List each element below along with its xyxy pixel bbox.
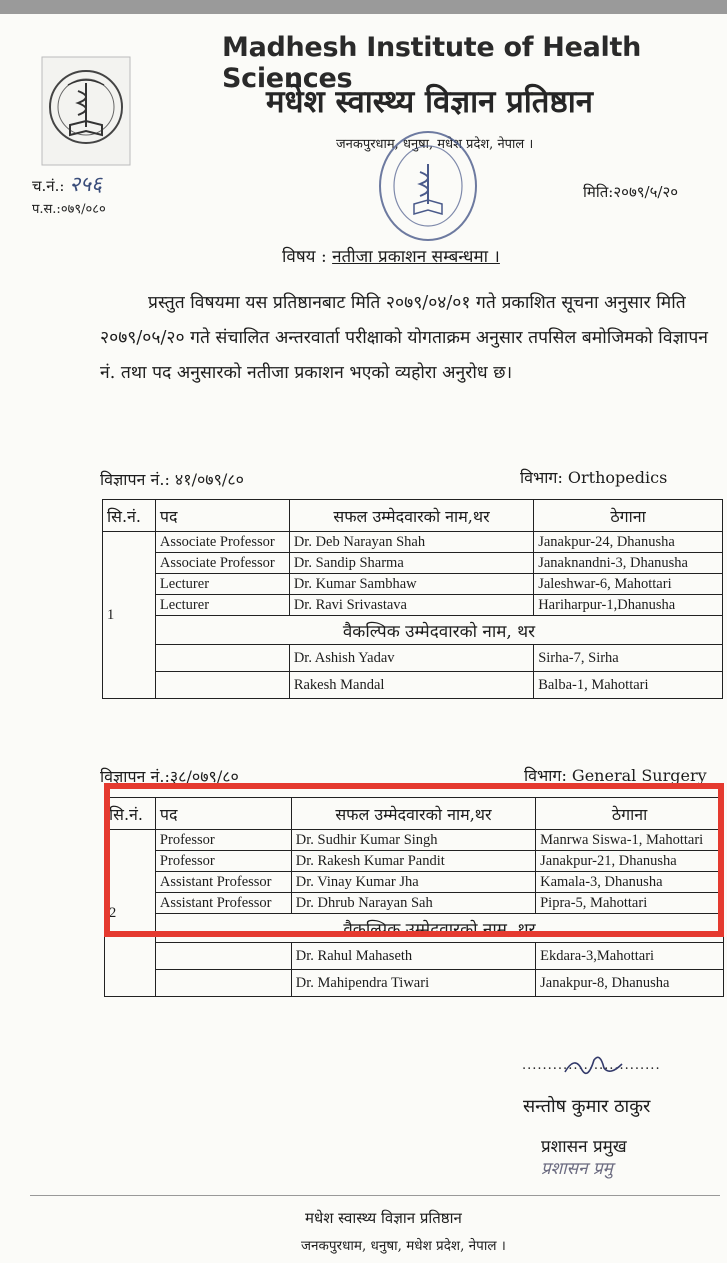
- address-cell: Janaknandni-3, Dhanusha: [534, 553, 723, 574]
- name-cell: Dr. Vinay Kumar Jha: [291, 872, 535, 893]
- post-cell: [155, 943, 291, 970]
- name-cell: Dr. Ashish Yadav: [289, 645, 533, 672]
- address-cell: Ekdara-3,Mahottari: [536, 943, 724, 970]
- body-text: प्रस्तुत विषयमा यस प्रतिष्ठानबाट मिति २०७९/०४/०१ गते प्रकाशित सूचना अनुसार मिति २०७९/०५/२० गते संचालित अन्तरवार्ता परीक्षाको योगताक्रम अनुसार तपसिल बमोजिमको विज्ञापन नं. तथा पद अनुसारको नतीजा प्रकाशन भएको व्यहोरा अनुरोध छ।: [100, 293, 708, 383]
- subject-text: नतीजा प्रकाशन सम्बन्धमा ।: [332, 247, 500, 267]
- designation-stamp: प्रशासन प्रमु: [541, 1159, 613, 1179]
- subject-line: [282, 244, 500, 267]
- institute-title-english: Madhesh Institute of Health Sciences: [222, 32, 641, 94]
- footer-divider: [30, 1195, 720, 1196]
- post-cell: Assistant Professor: [155, 872, 291, 893]
- handwritten-signature-icon: [560, 1050, 630, 1080]
- name-cell: Dr. Dhrub Narayan Sah: [291, 893, 535, 914]
- address-cell: Balba-1, Mahottari: [534, 672, 723, 699]
- alternate-candidates-title: वैकल्पिक उम्मेदवारको नाम, थर: [155, 914, 723, 943]
- name-cell: Dr. Mahipendra Tiwari: [291, 970, 535, 997]
- reference-number: [32, 170, 102, 198]
- name-cell: Dr. Sandip Sharma: [289, 553, 533, 574]
- reference-label: च.नं.:: [32, 177, 65, 195]
- address-cell: Sirha-7, Sirha: [534, 645, 723, 672]
- institute-seal-icon: [376, 128, 480, 244]
- post-cell: Associate Professor: [155, 532, 289, 553]
- table-row: [103, 532, 723, 553]
- name-cell: Dr. Deb Narayan Shah: [289, 532, 533, 553]
- signatory-post: प्रशासन प्रमुख: [541, 1137, 627, 1157]
- fiscal-year: प.स.:०७९/०८०: [32, 202, 106, 217]
- signatory-name: सन्तोष कुमार ठाकुर: [523, 1096, 651, 1117]
- department-1: विभाग: Orthopedics: [520, 468, 668, 487]
- post-cell: Lecturer: [155, 595, 289, 616]
- name-cell: Dr. Ravi Srivastava: [289, 595, 533, 616]
- serial-number: 2: [105, 830, 156, 997]
- header-sn: सि.नं.: [103, 500, 156, 532]
- results-table-1: [102, 499, 723, 699]
- post-cell: [155, 672, 289, 699]
- name-cell: Dr. Sudhir Kumar Singh: [291, 830, 535, 851]
- header-address: ठेगाना: [534, 500, 723, 532]
- table-row: [103, 645, 723, 672]
- reference-value: २५६: [69, 172, 102, 196]
- address-cell: Pipra-5, Mahottari: [536, 893, 724, 914]
- department-2: विभाग: General Surgery: [524, 766, 707, 785]
- advertisement-number-2: विज्ञापन नं.:३८/०७९/८०: [100, 767, 239, 786]
- header-post: पद: [155, 500, 289, 532]
- top-bar: [0, 0, 727, 14]
- institute-address: जनकपुरधाम, धनुषा, मधेश प्रदेश, नेपाल ।: [336, 137, 534, 152]
- post-cell: Professor: [155, 851, 291, 872]
- address-cell: Janakpur-24, Dhanusha: [534, 532, 723, 553]
- body-paragraph: [100, 286, 710, 391]
- table-row: [105, 970, 724, 997]
- name-cell: Dr. Rahul Mahaseth: [291, 943, 535, 970]
- post-cell: Associate Professor: [155, 553, 289, 574]
- table-row: [105, 943, 724, 970]
- header-candidate-name: सफल उम्मेदवारको नाम,थर: [289, 500, 533, 532]
- post-cell: Lecturer: [155, 574, 289, 595]
- footer-institute-name: मधेश स्वास्थ्य विज्ञान प्रतिष्ठान: [305, 1209, 462, 1227]
- caduceus-book-emblem-icon: [40, 55, 132, 167]
- name-cell: Dr. Kumar Sambhaw: [289, 574, 533, 595]
- name-cell: Dr. Rakesh Kumar Pandit: [291, 851, 535, 872]
- address-cell: Jaleshwar-6, Mahottari: [534, 574, 723, 595]
- letter-date: मिति:२०७९/५/२०: [583, 183, 679, 201]
- header-address: ठेगाना: [536, 798, 724, 830]
- table-row: [103, 574, 723, 595]
- serial-number: 1: [103, 532, 156, 699]
- footer-address: जनकपुरधाम, धनुषा, मधेश प्रदेश, नेपाल ।: [301, 1238, 506, 1254]
- address-cell: Kamala-3, Dhanusha: [536, 872, 724, 893]
- post-cell: Professor: [155, 830, 291, 851]
- header-post: पद: [155, 798, 291, 830]
- post-cell: [155, 970, 291, 997]
- address-cell: Janakpur-21, Dhanusha: [536, 851, 724, 872]
- address-cell: Manrwa Siswa-1, Mahottari: [536, 830, 724, 851]
- institute-title-nepali: मधेश स्वास्थ्य विज्ञान प्रतिष्ठान: [266, 84, 593, 120]
- address-cell: Hariharpur-1,Dhanusha: [534, 595, 723, 616]
- table-row: [103, 553, 723, 574]
- subject-label: विषय :: [282, 247, 327, 267]
- post-cell: [155, 645, 289, 672]
- header-sn: सि.नं.: [105, 798, 156, 830]
- advertisement-number-1: विज्ञापन नं.: ४१/०७९/८०: [100, 470, 244, 489]
- header-candidate-name: सफल उम्मेदवारको नाम,थर: [291, 798, 535, 830]
- highlight-box: [104, 783, 724, 937]
- table-row: [103, 672, 723, 699]
- post-cell: Assistant Professor: [155, 893, 291, 914]
- name-cell: Rakesh Mandal: [289, 672, 533, 699]
- signature-line: ...........................: [522, 1058, 661, 1073]
- address-cell: Janakpur-8, Dhanusha: [536, 970, 724, 997]
- alternate-candidates-title: वैकल्पिक उम्मेदवारको नाम, थर: [155, 616, 722, 645]
- table-row: [103, 595, 723, 616]
